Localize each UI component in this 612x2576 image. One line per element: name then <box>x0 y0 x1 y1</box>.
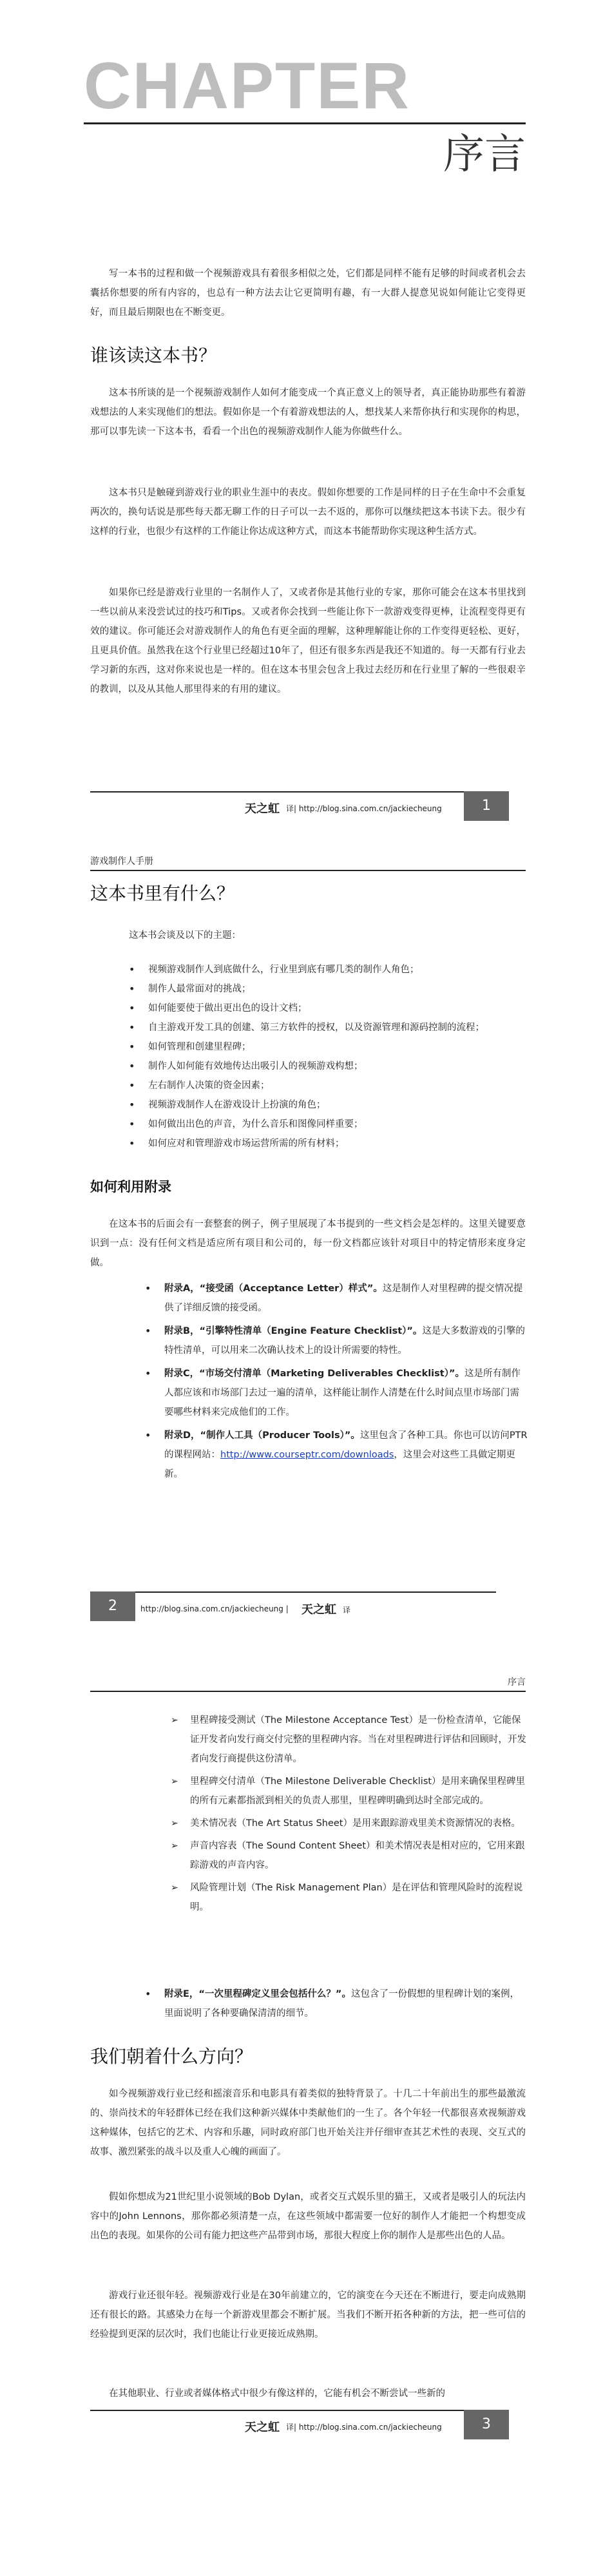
topics-list <box>129 960 528 1153</box>
appendix-title: 附录E，“一次里程碑定义里会包括什么？”。 <box>164 1989 351 1999</box>
section-heading-appendix: 如何利用附录 <box>90 1179 171 1195</box>
paragraph: 这本书只是触碰到游戏行业的职业生涯中的表皮。假如你想要的工作是同样的日子在生命中不会重复两次的，换句话说是那些每天都无聊工作的日子可以一去不返的，那你可以继续把这本书读下去。很少有这样的行业，也很少有这样的工作能让你达成这种方式，而这本书能帮助你实现这种生活方式。 <box>90 488 526 537</box>
footer-author: 天之虹 <box>245 2421 280 2434</box>
list-item: ➢ 美术情况表（The Art Status Sheet）是用来跟踪游戏里美术资源情况的表格。 <box>171 1814 528 1833</box>
list-item <box>145 1426 528 1484</box>
appendix-title: 附录D，“制作人工具（Producer Tools）”。 <box>164 1430 360 1441</box>
footer-author: 天之虹 <box>245 802 280 816</box>
list-item: ➢ 里程碑接受测试（The Milestone Acceptance Test）是一份检查清单，它能保证开发者向发行商交付完整的里程碑内容。当在对里程碑进行评估和回顾时，开发者向发行商提供这份清单。 <box>171 1711 528 1769</box>
header-rule <box>90 1691 526 1692</box>
footer-rule <box>90 2410 464 2411</box>
sheets-list <box>171 1711 528 1920</box>
appendix-desc: 这是大多数游戏的引擎的特性清单，可以用来二次确认技术上的设计所需要的特性。 <box>164 1326 525 1356</box>
list-item: ➢ 风险管理计划（The Risk Management Plan）是在评估和管理风险时的流程说明。 <box>171 1878 528 1917</box>
footer-url: 译| http://blog.sina.com.cn/jackiecheung <box>286 804 442 813</box>
appendix-e-list <box>145 1985 528 2027</box>
appendix-title: 附录A，“接受函（Acceptance Letter）样式”。 <box>164 1283 383 1294</box>
list-item: • 如何应对和管理游戏市场运营所需的所有材料； <box>129 1134 528 1153</box>
appendix-title: 附录C，“市场交付清单（Marketing Deliverables Checklist）”。 <box>164 1369 464 1379</box>
appendix-desc: 这是制作人对里程碑的提交情况提供了详细反馈的接受函。 <box>164 1283 523 1313</box>
section-heading-contents: 这本书里有什么？ <box>90 883 235 904</box>
list-item: • 视频游戏制作人在游戏设计上扮演的角色； <box>129 1095 528 1115</box>
paragraph: 假如你想成为21世纪里小说领域的Bob Dylan，或者交互式娱乐里的猫王，又或者是吸引人的玩法内容中的John Lennons，那你都必须清楚一点，在这些领域中都需要一位好的制作人才能把一个构想变成出色的表现。如果你的公司有能力把这些产品带到市场，那很大程度上你的制作人是那些出色的人品。 <box>90 2192 526 2241</box>
courseptr-link[interactable]: http://www.courseptr.com/downloads <box>220 1450 394 1460</box>
page-number: 1 <box>464 791 509 821</box>
appendix-title: 附录B，“引擎特性清单（Engine Feature Checklist）”。 <box>164 1326 423 1336</box>
footer-rule <box>90 791 464 793</box>
list-item: • 制作人如何能有效地传达出吸引人的视频游戏构想； <box>129 1057 528 1076</box>
paragraph: 游戏行业还很年轻。视频游戏行业是在30年前建立的，它的演变在今天还在不断进行，要走向成熟期还有很长的路。其感染力在每一个新游戏里都会不断扩展。当我们不断开拓各种新的方法，把一些可信的经验提到更深的层次时，我们也能让行业更接近成熟期。 <box>90 2291 526 2340</box>
list-item: • 左右制作人决策的资金因素； <box>129 1076 528 1095</box>
paragraph: 如今视频游戏行业已经和摇滚音乐和电影具有着类似的独特背景了。十几二十年前出生的那些最激流的、崇尚技术的年轻群体已经在我们这种新兴媒体中类献他们的一生了。各个年轻一代都很喜欢视频游戏这种媒体，包括它的艺术、内容和乐趣，同时政府部门也开始关注并仔细审查其艺术性的表现、交互式的故事、激烈紧张的战斗以及重人心魄的画面了。 <box>90 2089 526 2157</box>
intro-paragraph: 写一本书的过程和做一个视频游戏具有着很多相似之处，它们都是同样不能有足够的时间或者机会去囊括你想要的所有内容的，也总有一种方法去让它更简明有趣，有一大群人提意见说如何能让它变得更好，而且最后期限也在不断变更。 <box>90 269 526 318</box>
list-item: • 制作人最常面对的挑战； <box>129 979 528 999</box>
chapter-heading: CHAPTER <box>84 49 411 122</box>
appendix-desc: 这里包含了各种工具。你也可以访问PTR的课程网站： <box>164 1430 528 1460</box>
section-heading-who-should-read: 谁该读这本书？ <box>90 345 217 366</box>
header-rule <box>90 870 526 871</box>
footer-translator: 译 <box>343 1606 351 1615</box>
page-number: 2 <box>90 1591 135 1621</box>
list-item <box>145 1985 528 2023</box>
list-item <box>145 1322 528 1360</box>
list-item <box>145 1279 528 1318</box>
footer-url: 译| http://blog.sina.com.cn/jackiecheung <box>286 2423 442 2432</box>
page-number: 3 <box>464 2410 509 2439</box>
chapter-rule <box>84 122 526 124</box>
running-head: 序言 <box>508 1677 526 1687</box>
running-head: 游戏制作人手册 <box>90 856 153 867</box>
appendix-desc: ，这里会对这些工具做定期更新。 <box>164 1450 515 1479</box>
footer-url: http://blog.sina.com.cn/jackiecheung | <box>140 1604 289 1613</box>
list-item: ➢ 声音内容表（The Sound Content Sheet）和美术情况表是相对应的，它用来跟踪游戏的声音内容。 <box>171 1836 528 1875</box>
section-heading-direction: 我们朝着什么方向？ <box>90 2046 253 2067</box>
appendix-intro: 在这本书的后面会有一套整套的例子，例子里展现了本书提到的一些文档会是怎样的。这里关键要意识到一点：没有任何文档是适应所有项目和公司的，每一份文档都应该针对项目中的特定情形来度身定做。 <box>90 1219 526 1268</box>
appendix-desc: 这包含了一份假想的里程碑计划的案例，里面说明了各种要确保清清的细节。 <box>164 1989 519 2019</box>
paragraph: 在其他职业、行业或者媒体格式中很少有像这样的，它能有机会不断尝试一些新的 <box>109 2389 445 2399</box>
footer-rule <box>135 1591 496 1593</box>
list-item: • 视频游戏制作人到底做什么，行业里到底有哪几类的制作人角色； <box>129 960 528 979</box>
appendix-list <box>145 1279 528 1488</box>
list-item: • 如何管理和创建里程碑； <box>129 1037 528 1057</box>
paragraph: 如果你已经是游戏行业里的一名制作人了，又或者你是其他行业的专家，那你可能会在这本书里找到一些以前从来没尝试过的技巧和Tips。又或者你会找到一些能让你下一款游戏变得更棒，让流程变得更有效的建议。你可能还会对游戏制作人的角色有更全面的理解，这种理解能让你的工作变得更轻松、更好，且更具价值。虽然我在这个行业里已经超过10年了，但还有很多东西是我还不知道的。每一天都有行业去学习新的东西，这对你来说也是一样的。但在这本书里会包含上我过去经历和在行业里了解的一些很艰辛的教训，以及从其他人那里得来的有用的建议。 <box>90 588 526 695</box>
footer-author: 天之虹 <box>301 1603 336 1617</box>
list-item: • 如何做出出色的声音，为什么音乐和图像同样重要； <box>129 1115 528 1134</box>
topics-intro: 这本书会谈及以下的主题： <box>129 930 241 941</box>
chapter-title: 序言 <box>443 131 526 178</box>
paragraph: 这本书所谈的是一个视频游戏制作人如何才能变成一个真正意义上的领导者，真正能协助那些有着游戏想法的人来实现他们的想法。假如你是一个有着游戏想法的人，想找某人来帮你执行和实现你的构思，那可以事先读一下这本书，看看一个出色的视频游戏制作人能为你做些什么。 <box>90 388 526 437</box>
list-item <box>145 1364 528 1422</box>
list-item: ➢ 里程碑交付清单（The Milestone Deliverable Checklist）是用来确保里程碑里的所有元素都指派到相关的负责人那里，里程碑明确到达时全部完成的。 <box>171 1772 528 1811</box>
appendix-desc: 这是所有制作人都应该和市场部门去过一遍的清单，这样能让制作人清楚在什么时间点里市场部门需要哪些材料来完成他们的工作。 <box>164 1369 521 1418</box>
list-item: • 如何能要使于做出更出色的设计文档； <box>129 999 528 1018</box>
list-item: • 自主游戏开发工具的创建、第三方软件的授权，以及资源管理和源码控制的流程； <box>129 1018 528 1037</box>
